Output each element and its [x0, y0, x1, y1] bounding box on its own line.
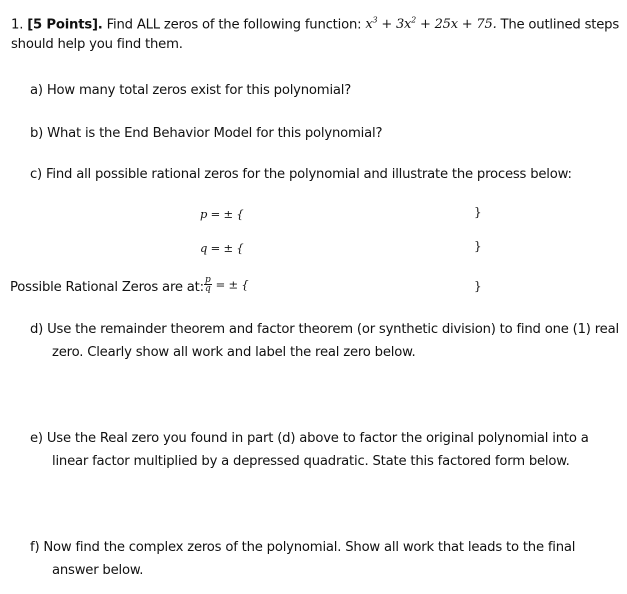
q-set-close: }	[474, 239, 482, 253]
part-e-line2: linear factor multiplied by a depressed quadratic. State this factored form below.	[52, 454, 570, 469]
question-points: [5 Points].	[27, 17, 103, 33]
rational-set-close: }	[474, 279, 482, 293]
question-header-line2: should help you find them.	[11, 37, 183, 52]
question-intro: Find ALL zeros of the following function:	[106, 17, 362, 33]
part-c: c) Find all possible rational zeros for the polynomial and illustrate the process below:	[30, 167, 572, 182]
p-over-q-fraction: $\frac{p}{q}$	[205, 275, 211, 294]
part-b: b) What is the End Behavior Model for this polynomial?	[30, 126, 383, 141]
part-f-line2: answer below.	[52, 563, 144, 578]
q-set-label: q = ± {	[200, 241, 244, 255]
polynomial-function: $x^3 + 3x^2 + 25x + 75$.	[365, 16, 497, 33]
rational-zeros-expression	[204, 276, 248, 293]
p-set-close: }	[474, 205, 482, 219]
part-d-line1: d) Use the remainder theorem and factor theorem (or synthetic division) to find one (1) real	[30, 322, 619, 337]
part-a: a) How many total zeros exist for this polynomial?	[30, 83, 352, 98]
question-header-line1	[11, 16, 619, 32]
p-set-label: p = ± {	[200, 207, 244, 221]
rational-zeros-label: Possible Rational Zeros are at:	[10, 280, 204, 295]
part-e-line1: e) Use the Real zero you found in part (d) above to factor the original polynomial into a	[30, 431, 589, 446]
part-d-line2: zero. Clearly show all work and label the real zero below.	[52, 345, 416, 360]
question-intro-end: The outlined steps	[500, 17, 619, 33]
rational-zeros-eq: = ± {	[215, 277, 249, 292]
question-number: 1.	[11, 17, 24, 33]
part-f-line1: f) Now find the complex zeros of the polynomial. Show all work that leads to the final	[30, 540, 576, 555]
